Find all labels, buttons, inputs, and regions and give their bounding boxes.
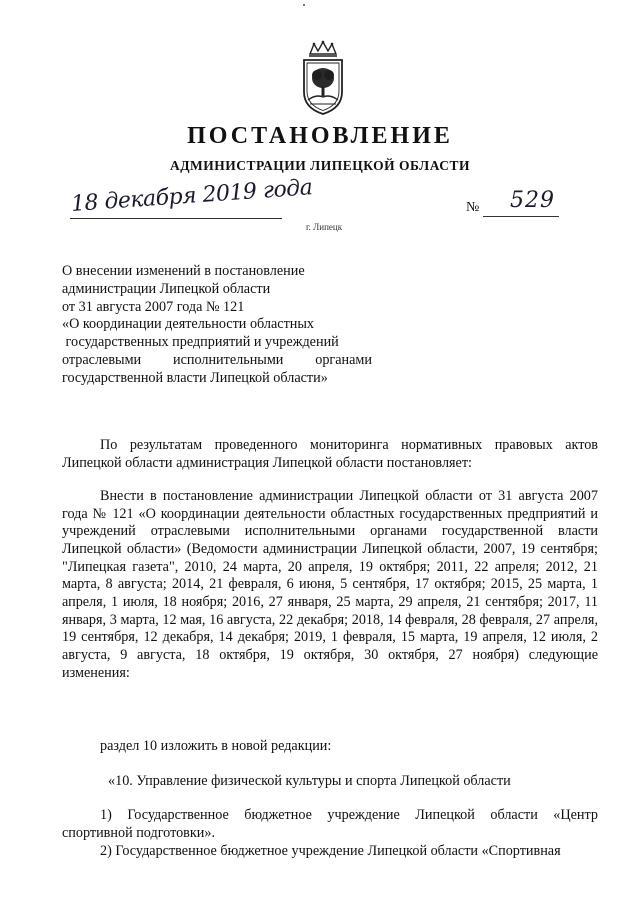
- paragraph-text: 2) Государственное бюджетное учреждение Липецкой области «Спортивная: [100, 843, 561, 859]
- paragraph-text: 1) Государственное бюджетное учреждение Липецкой области «Центр спортивной подготовки».: [62, 807, 598, 841]
- number-label: №: [466, 200, 480, 215]
- paragraph-text: раздел 10 изложить в новой редакции:: [100, 738, 332, 754]
- handwritten-date: 18 декабря 2019 года: [70, 175, 314, 217]
- paragraph-text: «10. Управление физической культуры и спорта Липецкой области: [108, 773, 511, 789]
- number-underline: [483, 216, 559, 217]
- scan-dot: [303, 4, 305, 6]
- lipetsk-coat-of-arms-icon: [296, 40, 350, 116]
- subject-line: государственных предприятий и учреждений: [62, 334, 339, 351]
- subject-line: О внесении изменений в постановление: [62, 263, 305, 279]
- subject-line: отраслевыми исполнительными органами: [62, 351, 372, 368]
- section-heading-paragraph: [62, 773, 598, 791]
- subject-line: от 31 августа 2007 года № 121: [62, 298, 245, 315]
- handwritten-number: 529: [510, 188, 555, 213]
- date-underline: [70, 218, 282, 219]
- document-subject: [62, 263, 372, 388]
- list-item-paragraph: [62, 807, 598, 842]
- section-instruction-paragraph: [62, 738, 598, 756]
- subject-line: государственной власти Липецкой области»: [62, 369, 328, 386]
- preamble-paragraph: [62, 437, 598, 472]
- list-item-paragraph: [62, 843, 598, 861]
- city-label: г. Липецк: [306, 222, 343, 232]
- amendment-paragraph: [62, 488, 598, 682]
- document-title: ПОСТАНОВЛЕНИЕ: [187, 123, 453, 149]
- issuing-authority: АДМИНИСТРАЦИИ ЛИПЕЦКОЙ ОБЛАСТИ: [169, 158, 471, 173]
- subject-line: администрации Липецкой области: [62, 280, 271, 297]
- subject-line: «О координации деятельности областных: [62, 316, 314, 333]
- paragraph-text: Внести в постановление администрации Липецкой области от 31 августа 2007 года № 121 «О координации деятельности областных государственных предприятий и учреждений отраслевыми исполнительными органами государственной власти Липецкой области» (Ведомости администрации Липецкой области, 2007, 19 сентября; "Липецкая газета", 2010, 24 марта, 20 апреля, 19 октября; 2011, 22 апреля; 2012, 21 марта, 8 августа; 2014, 21 февраля, 6 июня, 5 сентября, 17 октября; 2015, 25 марта, 1 апреля, 1 июля, 18 ноября; 2016, 27 января, 25 марта, 29 апреля, 21 сентября; 2017, 11 января, 3 марта, 12 мая, 16 августа, 22 декабря; 2018, 14 февраля, 28 февраля, 27 апреля, 19 сентября, 12 декабря, 14 декабря; 2019, 1 февраля, 15 марта, 19 апреля, 12 июля, 2 августа, 9 августа, 18 октября, 19 октября, 30 октября, 27 ноября) следующие изменения:: [62, 488, 598, 681]
- paragraph-text: По результатам проведенного мониторинга нормативных правовых актов Липецкой области администрация Липецкой области постановляет:: [62, 437, 598, 471]
